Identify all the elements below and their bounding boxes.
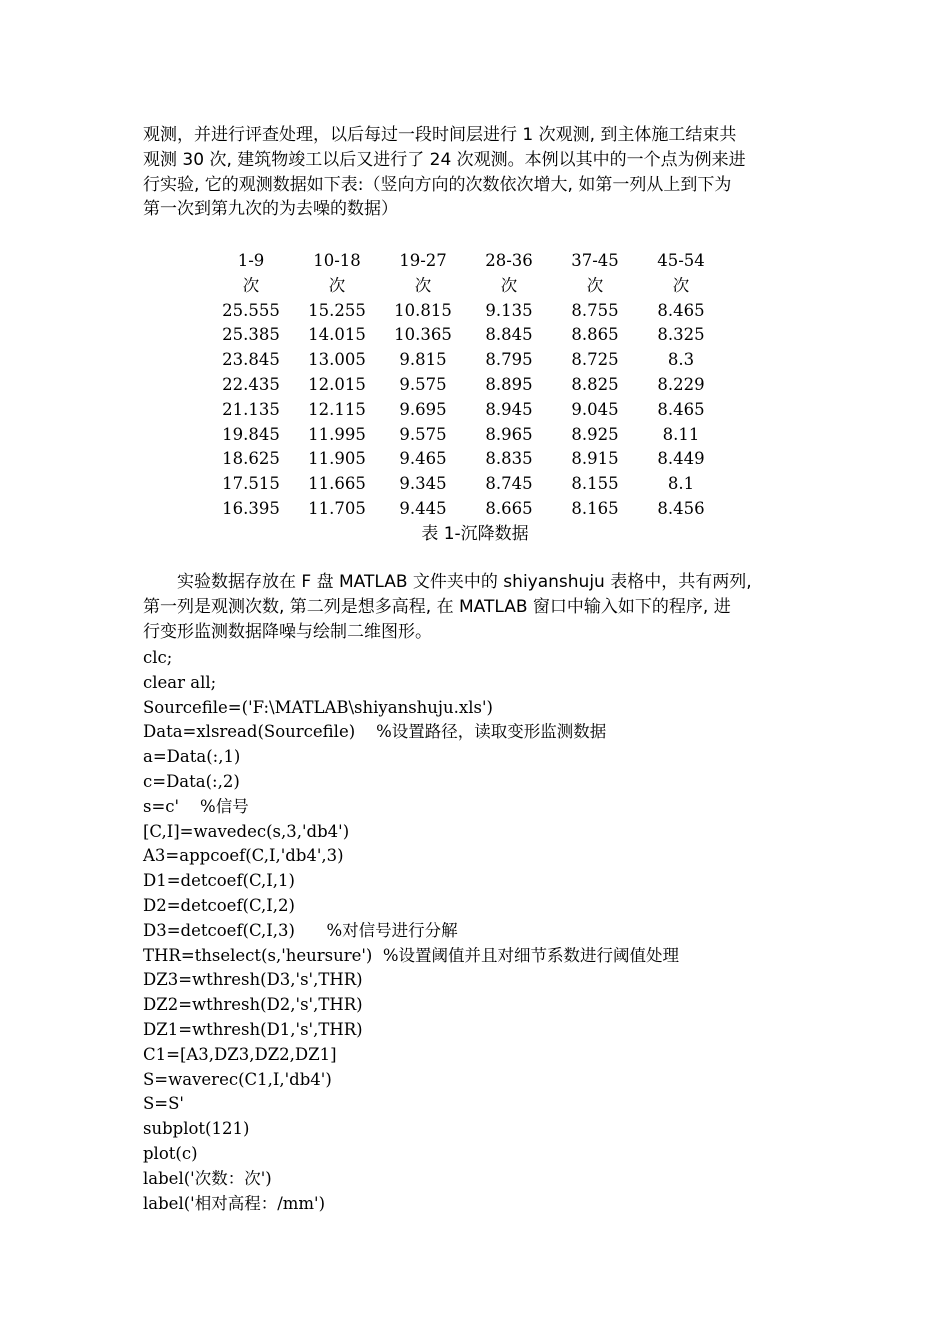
table-cell: 12.115 xyxy=(308,399,366,419)
table-body xyxy=(208,299,724,522)
table-cell: 10.365 xyxy=(394,325,452,345)
table-cell: 11.705 xyxy=(308,498,366,518)
table-cell: 8.795 xyxy=(485,350,533,370)
table-cell: 8.229 xyxy=(657,374,705,394)
header-unit: 次 xyxy=(328,275,346,295)
header-range: 37-45 xyxy=(571,251,619,270)
code-line: plot(c) xyxy=(143,1143,198,1163)
table-cell: 8.845 xyxy=(485,325,533,345)
column-header xyxy=(638,249,724,299)
table-cell: 9.445 xyxy=(399,498,447,518)
column-header xyxy=(294,249,380,299)
table-cell: 8.825 xyxy=(571,374,619,394)
code-line: label('次数：次') xyxy=(143,1168,272,1188)
table-cell: 11.995 xyxy=(308,424,366,444)
code-line: subplot(121) xyxy=(143,1119,250,1139)
table-cell: 13.005 xyxy=(308,350,366,370)
code-line: D3=detcoef(C,I,3) %对信号进行分解 xyxy=(143,920,458,940)
text-line: 第一次到第九次的为去噪的数据） xyxy=(143,199,398,220)
table-row xyxy=(208,497,724,522)
text-line: 实验数据存放在 F 盘 MATLAB 文件夹中的 shiyanshuju 表格中，共有两列, xyxy=(177,572,752,592)
table-cell: 16.395 xyxy=(222,498,280,518)
table-row xyxy=(208,299,724,324)
table-cell: 12.015 xyxy=(308,374,366,394)
code-line: D2=detcoef(C,I,2) xyxy=(143,895,295,915)
table-cell: 8.155 xyxy=(571,474,619,494)
intro-paragraph xyxy=(143,123,811,222)
header-range: 1-9 xyxy=(237,251,265,270)
table-cell: 8.895 xyxy=(485,374,533,394)
code-line: C1=[A3,DZ3,DZ2,DZ1] xyxy=(143,1044,337,1064)
table-row xyxy=(208,423,724,448)
column-header xyxy=(466,249,552,299)
table-cell: 8.965 xyxy=(485,424,533,444)
table-row xyxy=(208,348,724,373)
table-cell: 8.456 xyxy=(657,498,705,518)
code-line: label('相对高程：/mm') xyxy=(143,1193,326,1213)
table-cell: 14.015 xyxy=(308,325,366,345)
text-line: 观测 30 次, 建筑物竣工以后又进行了 24 次观测。本例以其中的一个点为例来进 xyxy=(143,149,746,170)
code-line: clc; xyxy=(143,648,173,667)
table-cell: 25.385 xyxy=(222,325,280,345)
table-cell: 19.845 xyxy=(222,424,280,444)
table-cell: 9.575 xyxy=(399,374,447,394)
table-row xyxy=(208,398,724,423)
table-cell: 11.665 xyxy=(308,474,366,494)
header-range: 45-54 xyxy=(657,251,705,270)
text-line: 行变形监测数据降噪与绘制二维图形。 xyxy=(143,621,432,642)
column-header xyxy=(208,249,294,299)
header-range: 28-36 xyxy=(485,251,533,270)
table-row xyxy=(208,323,724,348)
table-caption: 表 1-沉降数据 xyxy=(421,524,529,544)
code-line: THR=thselect(s,'heursure') %设置阈值并且对细节系数进行阈值处理 xyxy=(143,945,680,965)
table-cell: 9.465 xyxy=(399,449,447,469)
table-cell: 25.555 xyxy=(222,300,280,320)
table-cell: 8.11 xyxy=(662,424,700,444)
table-row xyxy=(208,447,724,472)
header-range: 10-18 xyxy=(313,251,361,270)
table-cell: 8.865 xyxy=(571,325,619,345)
table-header-row xyxy=(208,249,724,299)
code-line: DZ1=wthresh(D1,'s',THR) xyxy=(143,1019,363,1039)
table-cell: 17.515 xyxy=(222,474,280,494)
table-cell: 8.725 xyxy=(571,350,619,370)
code-line: c=Data(:,2) xyxy=(143,771,240,791)
table-cell: 9.695 xyxy=(399,399,447,419)
table-cell: 8.835 xyxy=(485,449,533,469)
table-cell: 10.815 xyxy=(394,300,452,320)
header-range: 19-27 xyxy=(399,251,447,270)
code-line: D1=detcoef(C,I,1) xyxy=(143,871,295,891)
table-cell: 18.625 xyxy=(222,449,280,469)
header-unit: 次 xyxy=(500,275,518,295)
code-line: s=c' %信号 xyxy=(143,796,249,816)
code-line: a=Data(:,1) xyxy=(143,747,241,767)
table-cell: 8.1 xyxy=(667,474,695,494)
experiment-paragraph xyxy=(143,570,811,644)
table-cell: 21.135 xyxy=(222,399,280,419)
code-line: Data=xlsread(Sourcefile) %设置路径，读取变形监测数据 xyxy=(143,722,607,742)
table-cell: 11.905 xyxy=(308,449,366,469)
table-cell: 8.465 xyxy=(657,300,705,320)
code-line: DZ3=wthresh(D3,'s',THR) xyxy=(143,970,363,990)
code-line: clear all; xyxy=(143,672,217,692)
table-cell: 8.755 xyxy=(571,300,619,320)
table-row xyxy=(208,373,724,398)
table-cell: 8.665 xyxy=(485,498,533,518)
text-line: 行实验, 它的观测数据如下表:（竖向方向的次数依次增大, 如第一列从上到下为 xyxy=(143,174,732,195)
header-unit: 次 xyxy=(242,275,260,295)
table-cell: 9.575 xyxy=(399,424,447,444)
table-cell: 23.845 xyxy=(222,350,280,370)
matlab-code-block xyxy=(143,646,679,1216)
code-line: A3=appcoef(C,I,'db4',3) xyxy=(143,846,344,866)
text-line: 观测，并进行评查处理，以后每过一段时间层进行 1 次观测, 到主体施工结束共 xyxy=(143,125,737,145)
table-cell: 9.135 xyxy=(485,300,533,320)
code-line: DZ2=wthresh(D2,'s',THR) xyxy=(143,995,363,1015)
code-line: Sourcefile=('F:\MATLAB\shiyanshuju.xls') xyxy=(143,697,493,717)
column-header xyxy=(380,249,466,299)
text-line: 第一列是观测次数, 第二列是想多高程, 在 MATLAB 窗口中输入如下的程序, 进 xyxy=(143,596,731,617)
table-cell: 8.745 xyxy=(485,474,533,494)
code-line: [C,I]=wavedec(s,3,'db4') xyxy=(143,821,350,841)
table-cell: 8.945 xyxy=(485,399,533,419)
table-cell: 9.345 xyxy=(399,474,447,494)
table-cell: 8.165 xyxy=(571,498,619,518)
table-cell: 8.925 xyxy=(571,424,619,444)
table-cell: 8.449 xyxy=(657,449,705,469)
code-line: S=waverec(C1,I,'db4') xyxy=(143,1069,332,1089)
settlement-data-table xyxy=(208,249,724,522)
header-unit: 次 xyxy=(672,275,690,295)
table-cell: 8.325 xyxy=(657,325,705,345)
table-cell: 8.915 xyxy=(571,449,619,469)
table-cell: 9.045 xyxy=(571,399,619,419)
table-cell: 9.815 xyxy=(399,350,447,370)
table-cell: 22.435 xyxy=(222,374,280,394)
header-unit: 次 xyxy=(586,275,604,295)
column-header xyxy=(552,249,638,299)
table-row xyxy=(208,472,724,497)
table-cell: 8.465 xyxy=(657,399,705,419)
table-cell: 15.255 xyxy=(308,300,366,320)
table-cell: 8.3 xyxy=(667,350,695,370)
code-line: S=S' xyxy=(143,1094,184,1114)
header-unit: 次 xyxy=(414,275,432,295)
